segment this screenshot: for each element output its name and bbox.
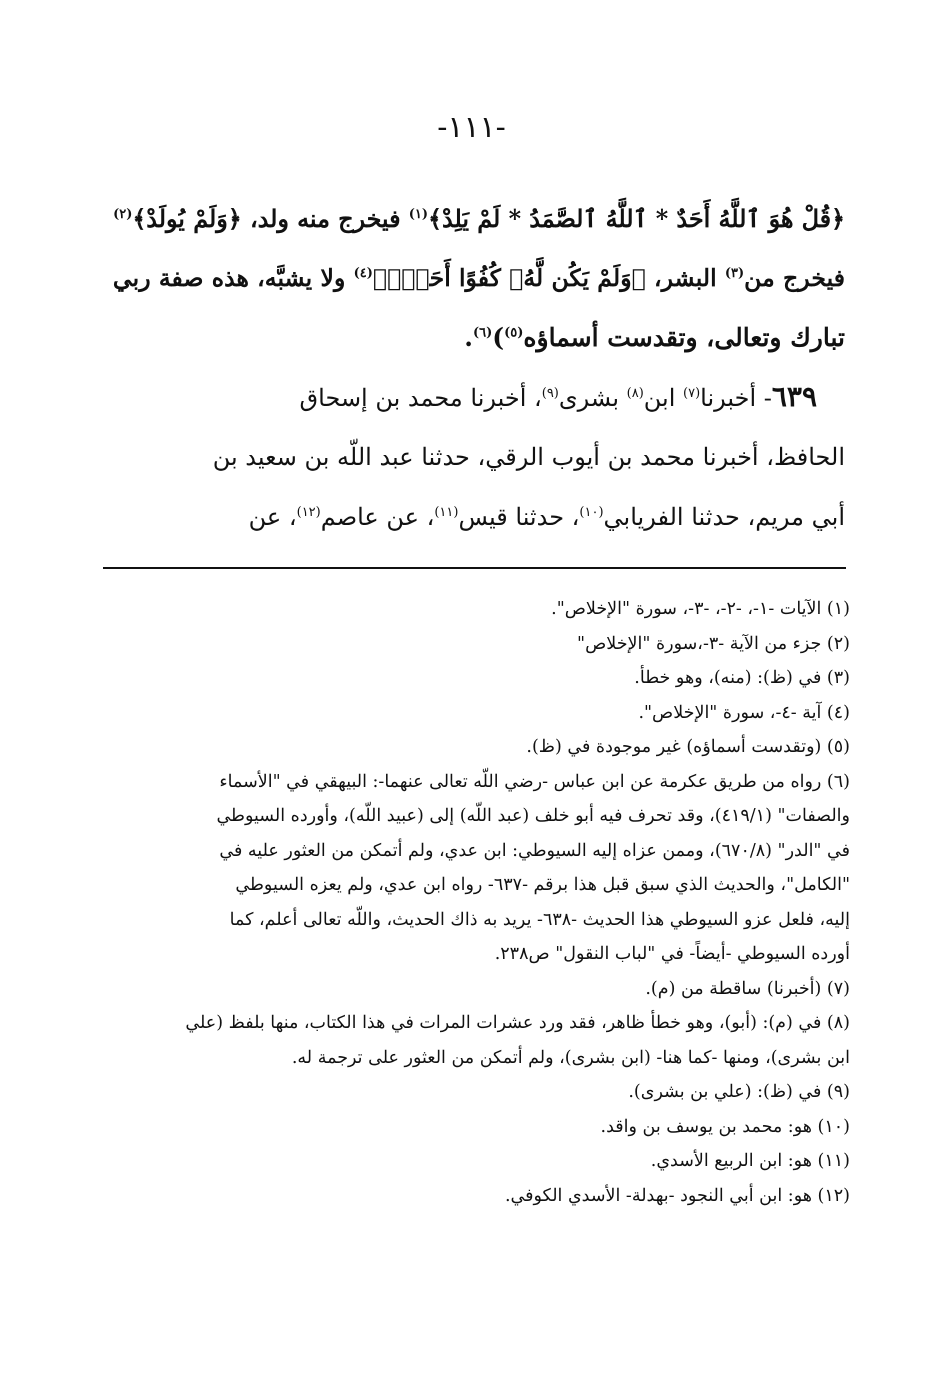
footnote-8-continuation: ابن بشرى)، ومنها -كما هنا- (ابن بشرى)، ولم أتمكن من العثور على ترجمة له. xyxy=(291,1047,850,1068)
text-segment: تبارك وتعالى، وتقدست أسماؤه xyxy=(523,323,845,352)
footnote-6: (٦) رواه من طريق عكرمة عن ابن عباس -رضي اللّه تعالى عنهما-: البيهقي في "الأسماء xyxy=(219,771,850,792)
text-segment: . xyxy=(464,323,473,352)
footnote-8: (٨) في (م): (أبو)، وهو خطأ ظاهر، فقد ورد عشرات المرات في هذا الكتاب، منها بلفظ (علي xyxy=(185,1013,850,1033)
footnote-ref: (٥) xyxy=(504,325,524,341)
quran-verse: ﴿وَلَمْ يُولَدْ﴾ xyxy=(132,205,242,233)
footnote-ref: (٦) xyxy=(472,325,493,341)
text-segment: أبي مريم، حدثنا الفريابي xyxy=(603,503,845,531)
footnote-ref: (٢) xyxy=(113,207,133,223)
main-line-4 xyxy=(100,367,845,427)
footnote-6-continuation: والصفات" (٤١٩/١)، وقد تحرف فيه أبو خلف (عبد اللّه) إلى (عبيد اللّه)، وأورده السيوطي xyxy=(216,806,850,826)
footnote-divider xyxy=(103,567,846,569)
footnote-12: (١٢) هو: ابن أبي النجود -بهدلة- الأسدي الكوفي. xyxy=(504,1185,850,1206)
text-segment: فيخرج من xyxy=(744,264,845,292)
main-text xyxy=(100,190,845,547)
footnote-2: (٢) جزء من الآية -٣-،سورة "الإخلاص" xyxy=(577,633,850,654)
text-segment: ، أخبرنا محمد بن إسحاق xyxy=(299,384,542,412)
footnote-10: (١٠) هو: محمد بن يوسف بن واقد. xyxy=(600,1116,850,1137)
footnote-ref: (١١) xyxy=(434,505,459,520)
text-segment: ابن xyxy=(643,384,684,412)
footnote-6-continuation: في "الدر" (٦٧٠/٨)، وممن عزاه إليه السيوطي: ابن عدي، ولم أتمكن من العثور عليه في xyxy=(219,840,850,861)
footnote-11: (١١) هو: ابن الربيع الأسدي. xyxy=(650,1151,850,1171)
footnote-4: (٤) آية -٤-، سورة "الإخلاص". xyxy=(638,702,850,723)
text-segment: ) xyxy=(492,323,505,352)
footnote-ref: (٩) xyxy=(541,386,559,401)
text-segment: ، عن عاصم xyxy=(320,503,435,531)
footnote-ref: (٧) xyxy=(683,386,701,401)
main-line-1 xyxy=(100,190,845,249)
footnote-ref: (١٠) xyxy=(579,505,604,520)
quran-verse: ﴿قُلْ هُوَ ٱللَّهُ أَحَدٌ * ٱللَّهُ ٱلصَّمَدُ * لَمْ يَلِدْ﴾ xyxy=(428,205,845,233)
footnote-7: (٧) (أخبرنا) ساقطة من (م). xyxy=(645,978,850,999)
footnote-ref: (٣) xyxy=(724,266,745,282)
footnote-ref: (١٢) xyxy=(296,505,321,520)
footnote-6-continuation: إليه، فلعل عزو السيوطي هذا الحديث -٦٣٨- يريد به ذاك الحديث، واللّه تعالى أعلم، كما xyxy=(229,909,850,930)
footnote-ref: (٨) xyxy=(626,386,644,401)
text-segment: ولا يشبَّه، هذه صفة ربي xyxy=(112,264,354,292)
footnote-6-continuation: "الكامل"، والحديث الذي سبق قبل هذا برقم -٦٣٧- رواه ابن عدي، ولم يعزه السيوطي xyxy=(235,875,850,895)
hadith-number: ٦٣٩ xyxy=(771,380,817,413)
main-line-5: الحافظ، أخبرنا محمد بن أيوب الرقي، حدثنا عبد اللّه بن سعيد بن xyxy=(212,443,845,471)
footnote-1: (١) الآيات -١-، -٢-، -٣-، سورة "الإخلاص". xyxy=(551,599,850,619)
footnote-9: (٩) في (ظ): (علي بن بشرى). xyxy=(628,1082,850,1102)
text-segment: ، حدثنا قيس xyxy=(458,503,580,531)
main-line-2 xyxy=(100,249,845,308)
quran-verse: ﴿وَلَمْ يَكُن لَّهُۥ كُفُوًا أَحَدٌۢ﴾ xyxy=(372,264,646,292)
footnote-6-continuation: أورده السيوطي -أيضاً- في "لباب النقول" ص٢٣٨. xyxy=(494,944,850,964)
footnote-ref: (٤) xyxy=(353,266,373,282)
main-line-3 xyxy=(100,308,845,367)
footnote-ref: (١) xyxy=(408,207,429,223)
text-segment: فيخرج منه ولد، xyxy=(241,205,409,233)
footnote-3: (٣) في (ظ): (منه)، وهو خطأ. xyxy=(634,668,850,688)
text-segment: البشر، xyxy=(645,264,725,292)
footnote-5: (٥) (وتقدست أسماؤه) غير موجودة في (ظ). xyxy=(526,737,850,757)
footnotes xyxy=(100,592,850,1213)
text-segment: ، عن xyxy=(248,503,297,531)
text-segment: بشرى xyxy=(558,384,627,412)
page-number: -١١١- xyxy=(437,110,506,145)
main-line-6 xyxy=(100,487,845,547)
text-segment: - أخبرنا xyxy=(700,384,772,412)
